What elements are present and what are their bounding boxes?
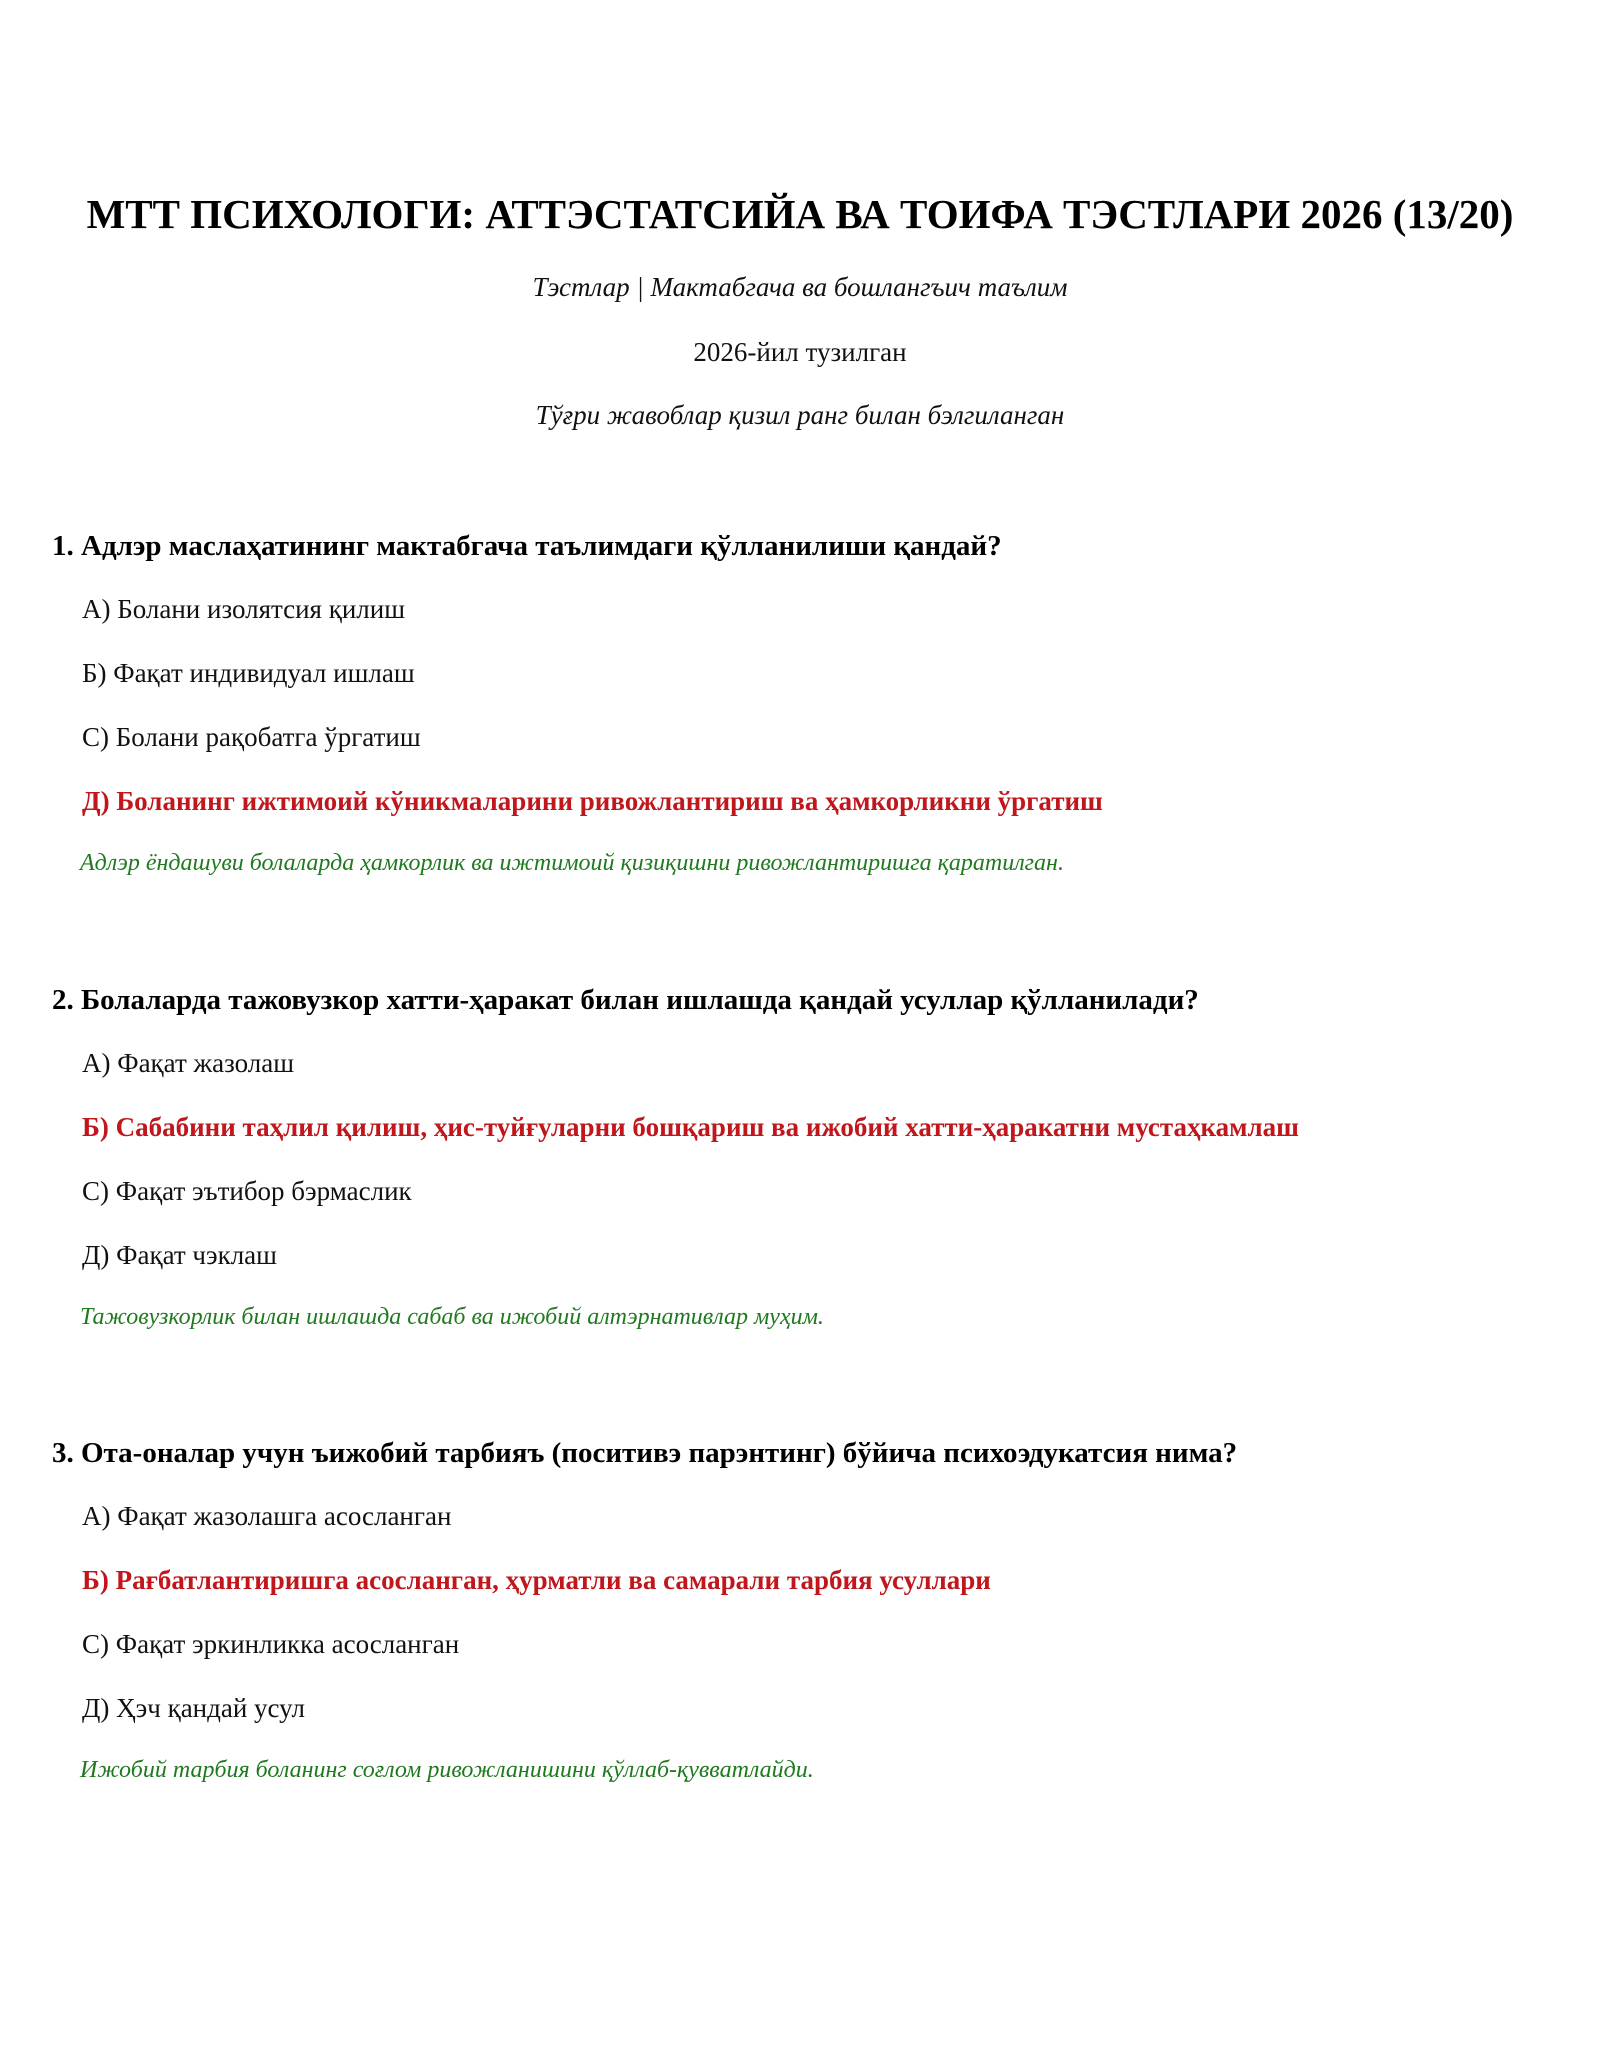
question-block-1 bbox=[52, 528, 1552, 878]
subtitle-year: 2026-йил тузилган bbox=[693, 337, 907, 367]
question-text: 2. Болаларда тажовузкор хатти-ҳаракат билан ишлашда қандай усуллар қўлланилади? bbox=[52, 984, 1199, 1016]
answer-explanation: Адлэр ёндашуви болаларда ҳамкорлик ва ижтимоий қизиқишни ривожлантиришга қаратилган. bbox=[80, 850, 1064, 876]
answer-explanation: Тажовузкорлик билан ишлашда сабаб ва ижобий алтэрнативлар муҳим. bbox=[80, 1304, 824, 1330]
answer-option-b: Б) Фақат индивидуал ишлаш bbox=[82, 658, 415, 688]
answer-option-c: С) Болани рақобатга ўргатиш bbox=[82, 722, 421, 752]
subtitle-category: Тэстлар | Мактабгача ва бошлангъич таълим bbox=[532, 272, 1068, 302]
answer-option-c: С) Фақат эътибор бэрмаслик bbox=[82, 1176, 412, 1206]
question-text: 1. Адлэр маслаҳатининг мактабгача таълимдаги қўлланилиши қандай? bbox=[52, 530, 1002, 562]
subtitle-note: Тўғри жавоблар қизил ранг билан бэлгиланган bbox=[535, 400, 1065, 430]
answer-option-a: А) Фақат жазолашга асосланган bbox=[82, 1501, 452, 1531]
question-block-3 bbox=[52, 1435, 1552, 1785]
question-block-2 bbox=[52, 982, 1552, 1332]
answer-option-d-correct: Д) Боланинг ижтимоий кўникмаларини ривожлантириш ва ҳамкорликни ўргатиш bbox=[82, 786, 1103, 816]
document-title: МТТ ПСИХОЛОГИ: АТТЭСТАТСИЙА ВА ТОИФА ТЭСТЛАРИ 2026 (13/20) bbox=[86, 191, 1514, 237]
answer-option-a: А) Фақат жазолаш bbox=[82, 1048, 295, 1078]
answer-option-d: Д) Фақат чэклаш bbox=[82, 1240, 277, 1270]
answer-option-b-correct: Б) Рағбатлантиришга асосланган, ҳурматли ва самарали тарбия усуллари bbox=[82, 1565, 991, 1595]
answer-option-a: А) Болани изолятсия қилиш bbox=[82, 594, 405, 624]
answer-option-b-correct: Б) Сабабини таҳлил қилиш, ҳис-туйғуларни бошқариш ва ижобий хатти-ҳаракатни мустаҳкамлаш bbox=[82, 1112, 1299, 1142]
answer-option-c: С) Фақат эркинликка асосланган bbox=[82, 1629, 460, 1659]
question-text: 3. Ота-оналар учун ъижобий тарбияъ (поситивэ парэнтинг) бўйича психоэдукатсия нима? bbox=[52, 1437, 1238, 1469]
answer-option-d: Д) Ҳэч қандай усул bbox=[82, 1693, 305, 1723]
answer-explanation: Ижобий тарбия боланинг соғлом ривожланишини қўллаб-қувватлайди. bbox=[80, 1757, 814, 1783]
